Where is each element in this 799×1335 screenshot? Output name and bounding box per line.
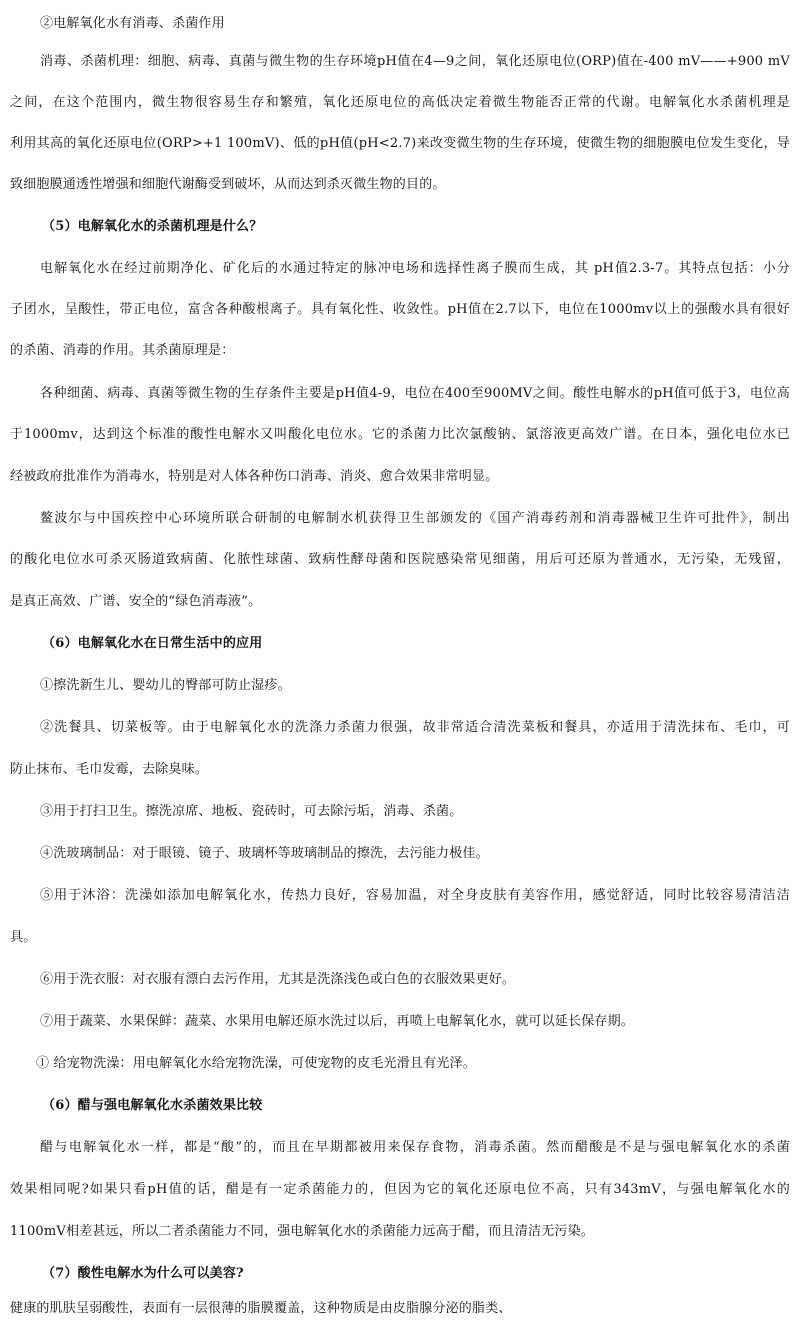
text-line: 利用其高的氧化还原电位(ORP>+1 100mV)、低的pH值(pH<2.7)来改变微生物的生存环境，使微生物的细胞膜电位发生变化，导	[10, 136, 790, 151]
text-line: 子团水，呈酸性，带正电位，富含各种酸根离子。具有氧化性、收敛性。pH值在2.7以下，电位在1000mv以上的强酸水具有很好	[10, 302, 790, 317]
text-line: 消毒、杀菌机理：细胞、病毒、真菌与微生物的生存环境pH值在4—9之间，氧化还原电位(ORP)值在-400 mV——+900 mV	[40, 54, 790, 69]
list-item: ① 给宠物洗澡：用电解氧化水给宠物洗澡，可使宠物的皮毛光滑且有光泽。	[36, 1056, 476, 1071]
section-heading: （7）酸性电解水为什么可以美容?	[42, 1266, 244, 1281]
text-line: 鳌波尔与中国疾控中心环境所联合研制的电解制水机获得卫生部颁发的《国产消毒药剂和消毒器械卫生许可批件》，制出	[40, 511, 790, 526]
section-heading: （6）电解氧化水在日常生活中的应用	[42, 636, 263, 651]
text-line: 醋与电解氧化水一样，都是“酸”的，而且在早期都被用来保存食物，消毒杀菌。然而醋酸是不是与强电解氧化水的杀菌	[40, 1140, 790, 1155]
text-line: 是真正高效、广谱、安全的“绿色消毒液”。	[10, 594, 262, 609]
list-item: ①擦洗新生儿、婴幼儿的臀部可防止湿疹。	[40, 678, 291, 693]
paragraph-heading: ②电解氧化水有消毒、杀菌作用	[40, 16, 225, 31]
text-line: 防止抹布、毛巾发霉，去除臭味。	[10, 762, 209, 777]
text-line: 各种细菌、病毒、真菌等微生物的生存条件主要是pH值4-9，电位在400至900MV之间。酸性电解水的pH值可低于3，电位高	[40, 386, 790, 401]
text-line: 电解氧化水在经过前期净化、矿化后的水通过特定的脉冲电场和选择性离子膜而生成，其 pH值2.3-7。其特点包括：小分	[40, 261, 790, 276]
list-item: ⑦用于蔬菜、水果保鲜：蔬菜、水果用电解还原水洗过以后，再喷上电解氧化水，就可以延长保存期。	[40, 1014, 635, 1029]
list-item: ⑤用于沐浴：洗澡如添加电解氧化水，传热力良好，容易加温，对全身皮肤有美容作用，感觉舒适，同时比较容易清洁洁	[40, 888, 790, 903]
text-line: 健康的肌肤呈弱酸性，表面有一层很薄的脂膜覆盖，这种物质是由皮脂腺分泌的脂类、	[10, 1301, 512, 1316]
text-line: 的杀菌、消毒的作用。其杀菌原理是：	[10, 343, 235, 358]
text-line: 具。	[10, 930, 37, 945]
list-item: ④洗玻璃制品：对于眼镜、镜子、玻璃杯等玻璃制品的擦洗，去污能力极佳。	[40, 846, 489, 861]
text-line: 之间，在这个范围内，微生物很容易生存和繁殖，氧化还原电位的高低决定着微生物能否正常的代谢。电解氧化水杀菌机理是	[10, 95, 790, 110]
list-item: ⑥用于洗衣服：对衣服有漂白去污作用，尤其是洗涤浅色或白色的衣服效果更好。	[40, 972, 516, 987]
section-heading: （6）醋与强电解氧化水杀菌效果比较	[42, 1098, 263, 1113]
section-heading: （5）电解氧化水的杀菌机理是什么？	[42, 219, 263, 234]
list-item: ②洗餐具、切菜板等。由于电解氧化水的洗涤力杀菌力很强，故非常适合清洗菜板和餐具，亦适用于清洗抹布、毛巾，可	[40, 720, 790, 735]
text-line: 1100mV相差甚远，所以二者杀菌能力不同，强电解氧化水的杀菌能力远高于醋，而且清洁无污染。	[10, 1224, 594, 1239]
text-line: 效果相同呢?如果只看pH值的话，醋是有一定杀菌能力的，但因为它的氧化还原电位不高，只有343mV，与强电解氧化水的	[10, 1182, 790, 1197]
text-line: 的酸化电位水可杀灭肠道致病菌、化脓性球菌、致病性酵母菌和医院感染常见细菌，用后可还原为普通水，无污染，无残留，	[10, 552, 790, 567]
list-item: ③用于打扫卫生。擦洗凉席、地板、瓷砖时，可去除污垢，消毒、杀菌。	[40, 804, 463, 819]
text-line: 经被政府批准作为消毒水，特别是对人体各种伤口消毒、消炎、愈合效果非常明显。	[10, 469, 499, 484]
text-line: 于1000mv，达到这个标准的酸性电解水又叫酸化电位水。它的杀菌力比次氯酸钠、氯溶液更高效广谱。在日本，强化电位水已	[10, 427, 790, 442]
text-line: 致细胞膜通透性增强和细胞代谢酶受到破坏，从而达到杀灭微生物的目的。	[10, 177, 446, 192]
